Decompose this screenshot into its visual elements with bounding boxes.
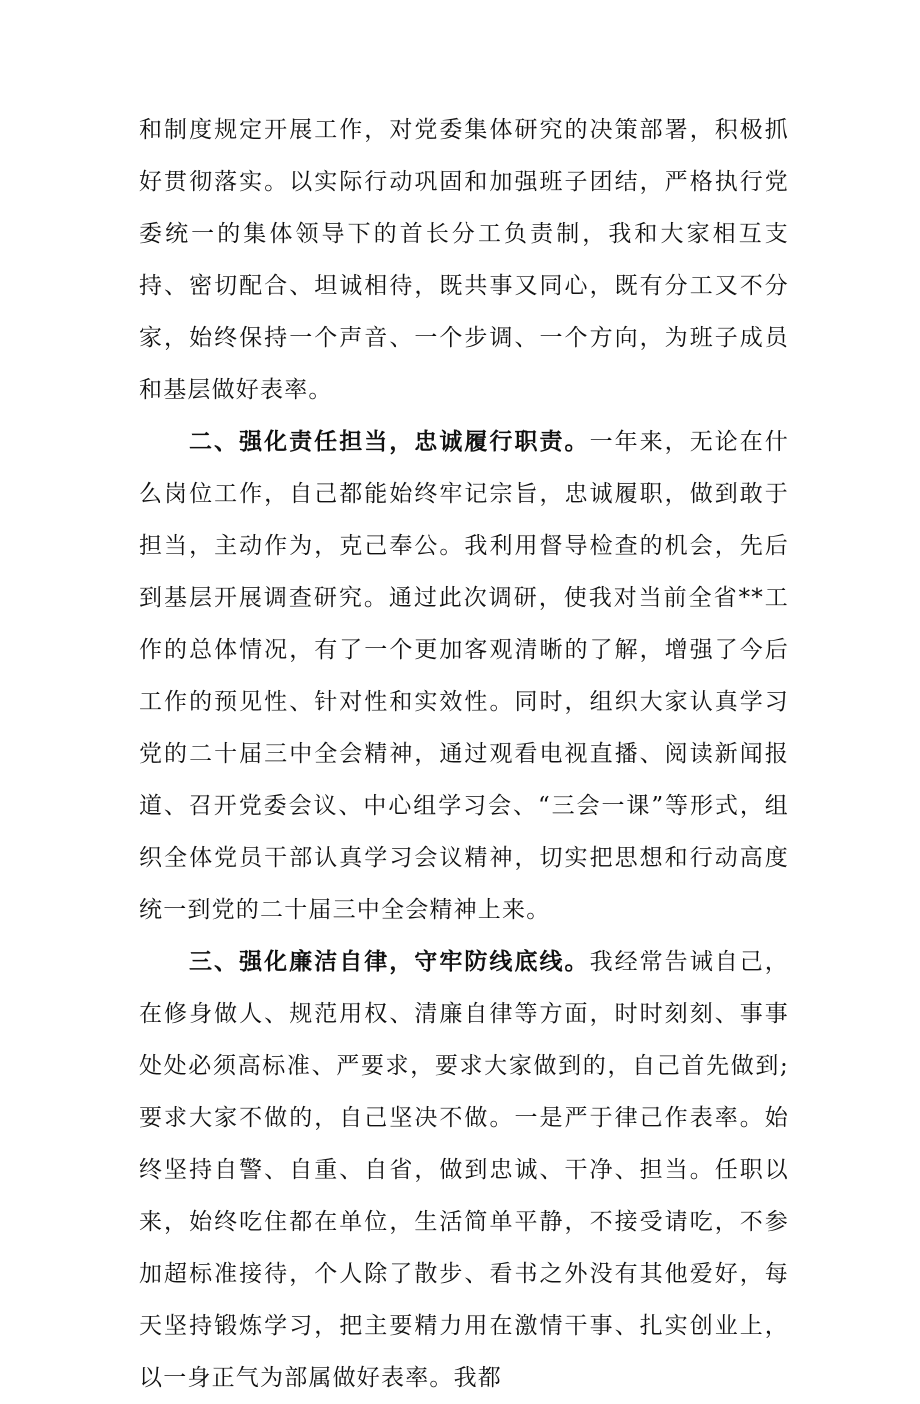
paragraph-2-text: 一年来，无论在什么岗位工作，自己都能始终牢记宗旨，忠诚履职，做到敢于担当，主动作为，克己奉公。我利用督导检查的机会，先后到基层开展调查研究。通过此次调研，使我对当前全省**工作的总体情况，有了一个更加客观清晰的了解，增强了今后工作的预见性、针对性和实效性。同时，组织大家认真学习党的二十届三中全会精神，通过观看电视直播、阅读新闻报道、召开党委会议、中心组学习会、“三会一课”等形式，组织全体党员干部认真学习会议精神，切实把思想和行动高度统一到党的二十届三中全会精神上来。: [139, 429, 790, 923]
document-body: [139, 104, 789, 1404]
paragraph-3-text: 我经常告诫自己，在修身做人、规范用权、清廉自律等方面，时时刻刻、事事处处必须高标准、严要求，要求大家做到的，自己首先做到;要求大家不做的，自己坚决不做。一是严于律己作表率。始终坚持自警、自重、自省，做到忠诚、干净、担当。任职以来，始终吃住都在单位，生活简单平静，不接受请吃，不参加超标准接待，个人除了散步、看书之外没有其他爱好，每天坚持锻炼学习，把主要精力用在激情干事、扎实创业上，以一身正气为部属做好表率。我都: [139, 949, 790, 1391]
paragraph-responsibility: [139, 416, 789, 936]
paragraph-1-text: 和制度规定开展工作，对党委集体研究的决策部署，积极抓好贯彻落实。以实际行动巩固和加强班子团结，严格执行党委统一的集体领导下的首长分工负责制，我和大家相互支持、密切配合、坦诚相待，既共事又同心，既有分工又不分家，始终保持一个声音、一个步调、一个方向，为班子成员和基层做好表率。: [139, 117, 789, 403]
paragraph-continuation: [139, 104, 789, 416]
paragraph-integrity: [139, 936, 789, 1404]
section-heading-3: 三、强化廉洁自律，守牢防线底线。: [189, 948, 590, 975]
section-heading-2: 二、强化责任担当，忠诚履行职责。: [189, 428, 590, 455]
